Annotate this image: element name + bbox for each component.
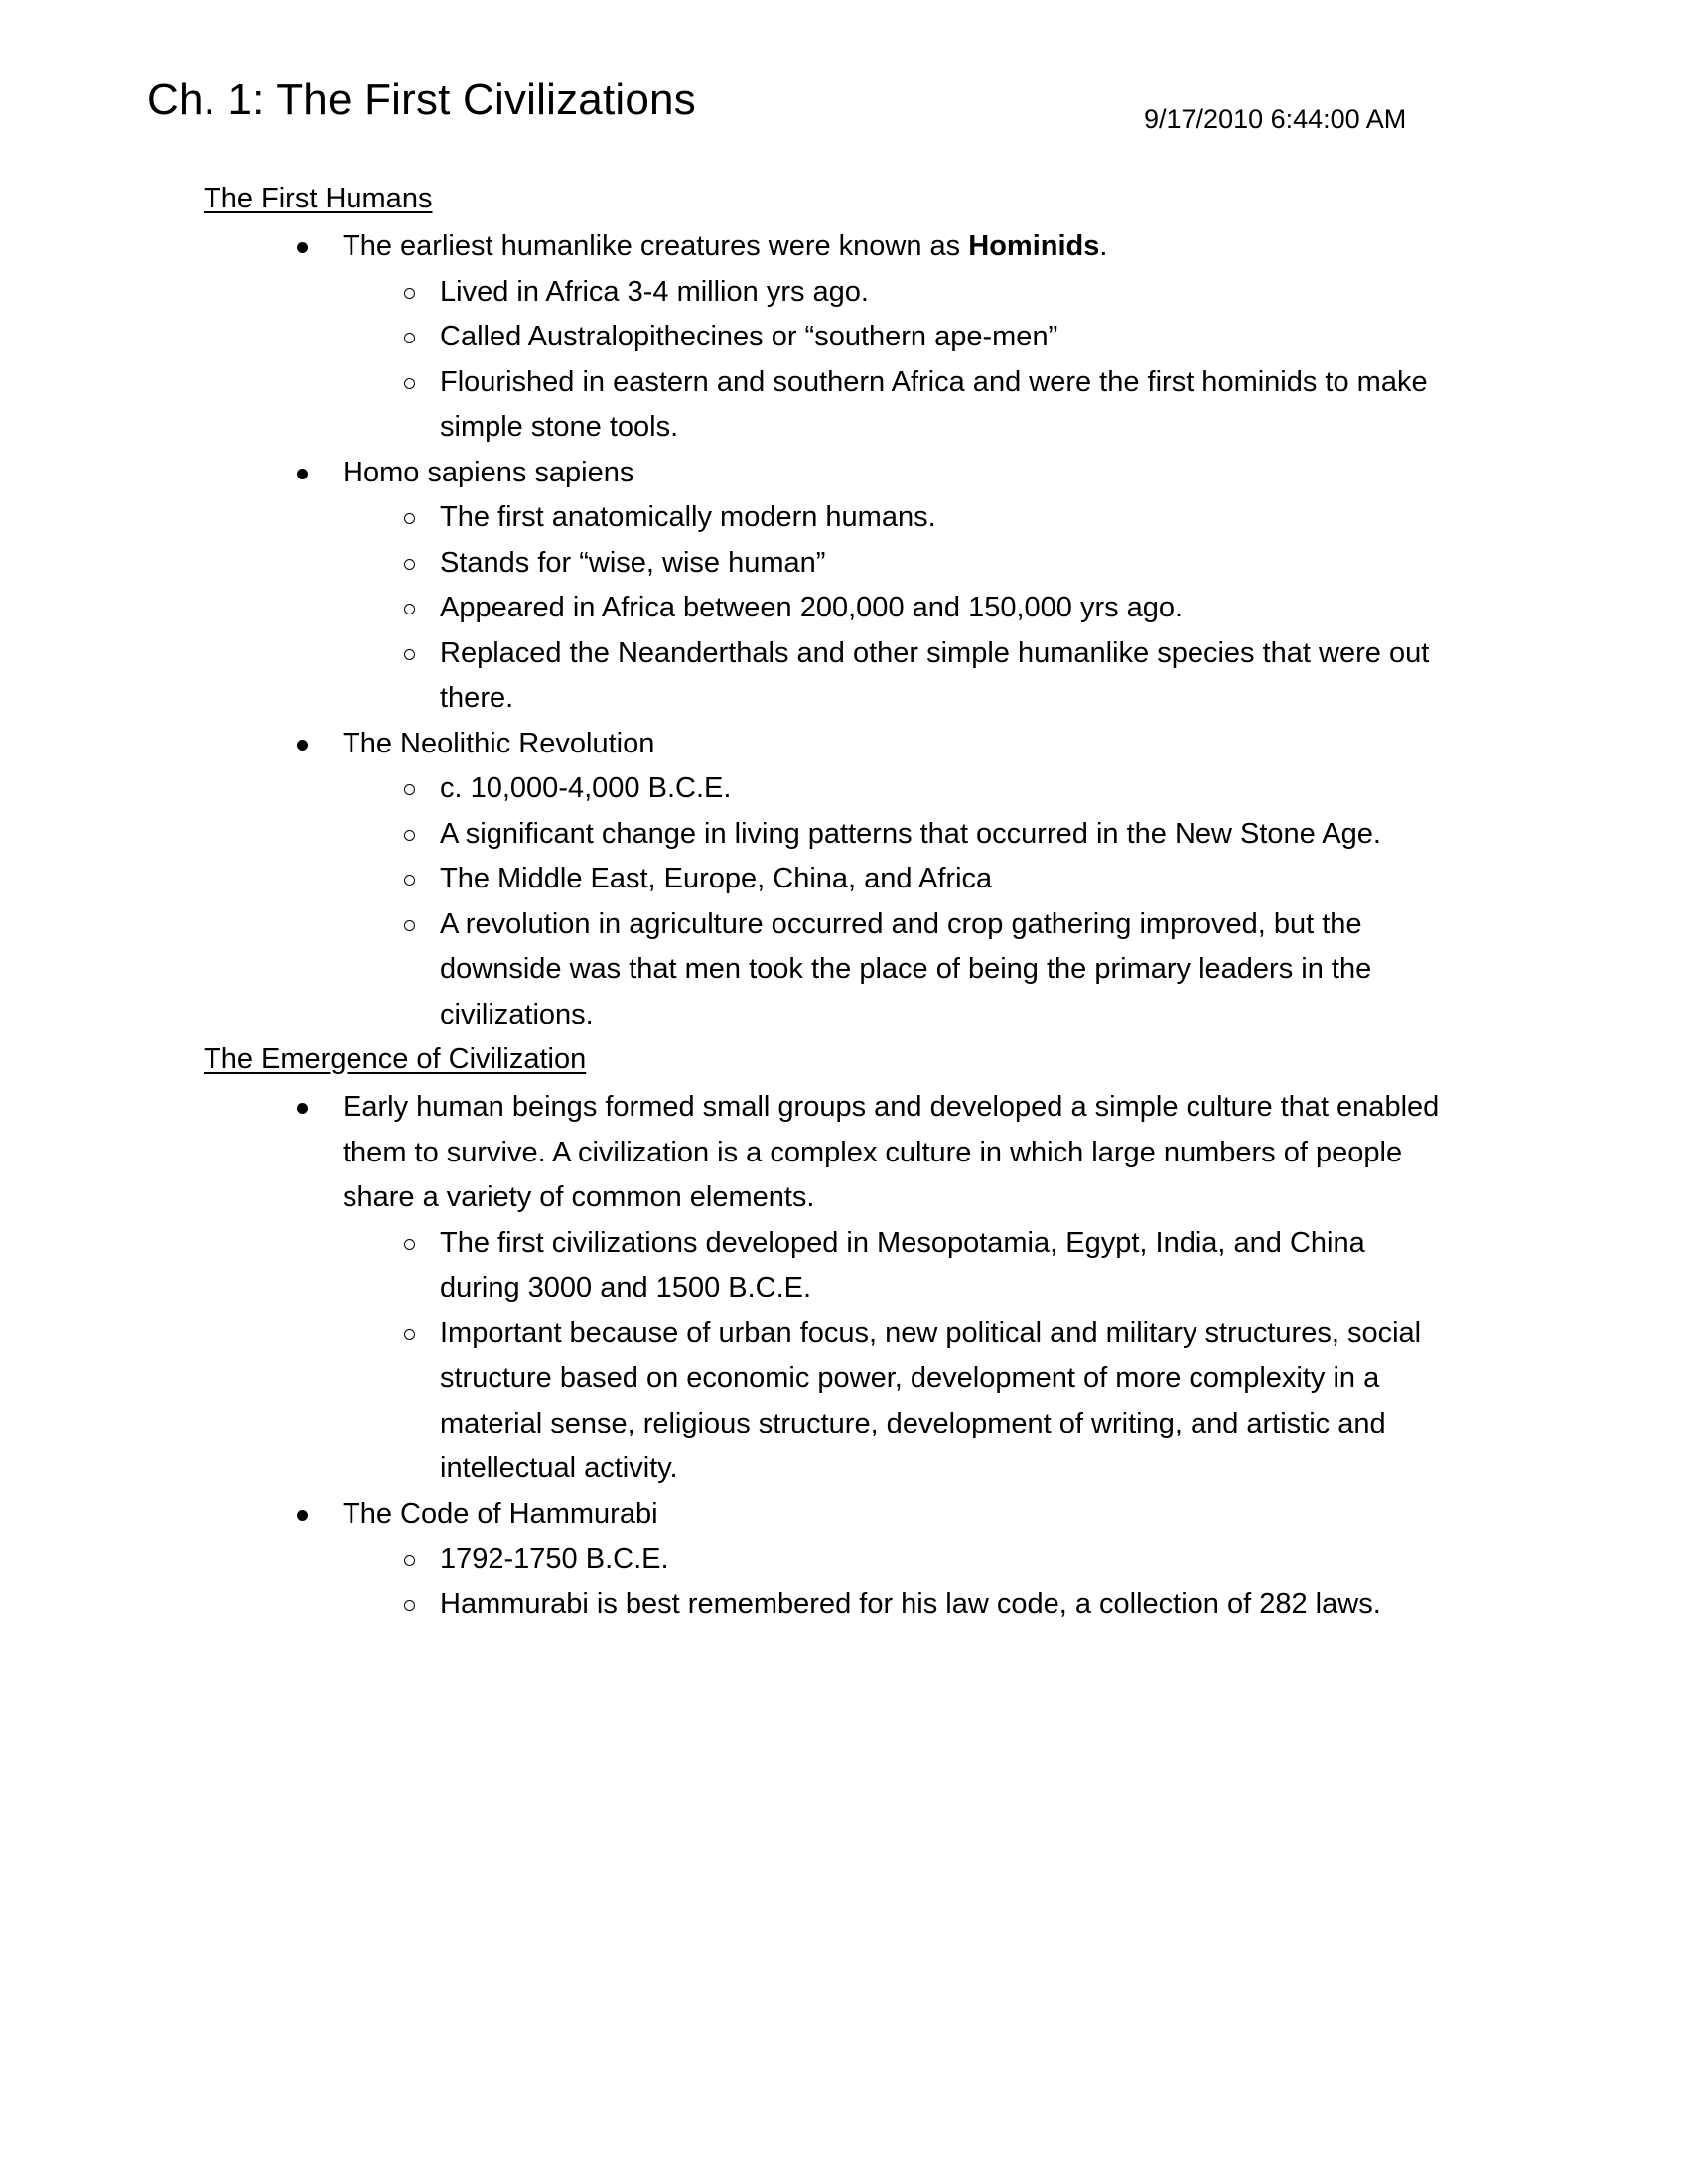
list-item <box>343 1311 1688 1492</box>
bullet-dot-icon <box>297 740 308 751</box>
list-item-text: A revolution in agriculture occurred and crop gathering improved, but the downside was that men took the place of being the primary leaders in the civilizations. <box>440 907 1372 1030</box>
list-item <box>343 1221 1688 1311</box>
list-item <box>0 224 1688 451</box>
list-item-text: Replaced the Neanderthals and other simple humanlike species that were out there. <box>440 636 1430 714</box>
list-item-text: Important because of urban focus, new political and military structures, social structure based on economic power, development of more complexity in a material sense, religious structure, development of writing, and artistic and intellectual activity. <box>440 1316 1422 1484</box>
list-item-text: The Middle East, Europe, China, and Africa <box>440 863 993 894</box>
bullet-circle-icon <box>404 1600 415 1611</box>
list-item <box>343 270 1688 316</box>
list-item <box>343 1582 1688 1628</box>
list-item <box>343 586 1688 631</box>
list-item <box>343 902 1688 1038</box>
bullet-list-level-2 <box>343 495 1688 722</box>
emphasized-term: Hominids <box>968 230 1100 262</box>
bullet-circle-icon <box>404 559 415 570</box>
list-item-text: The Code of Hammurabi <box>343 1497 658 1530</box>
list-item <box>0 722 1688 1038</box>
bullet-circle-icon <box>404 604 415 614</box>
section-heading <box>0 1037 1688 1081</box>
list-item <box>343 541 1688 587</box>
bullet-circle-icon <box>404 1555 415 1566</box>
list-item-text: The Neolithic Revolution <box>343 727 655 759</box>
list-item-text: Appeared in Africa between 200,000 and 150,000 yrs ago. <box>440 592 1184 623</box>
list-item <box>343 857 1688 902</box>
list-item-text: A significant change in living patterns that occurred in the New Stone Age. <box>440 817 1381 850</box>
bullet-circle-icon <box>404 920 415 931</box>
bullet-circle-icon <box>404 649 415 660</box>
bullet-circle-icon <box>404 333 415 343</box>
list-item-text: Early human beings formed small groups and developed a simple culture that enabled them to survive. A civilization is a complex culture in which large numbers of people share a variety of common elements. <box>343 1091 1440 1213</box>
list-item-text: Flourished in eastern and southern Africa and were the first hominids to make simple stone tools. <box>440 365 1428 443</box>
bullet-circle-icon <box>404 784 415 795</box>
list-item-text <box>343 224 1450 270</box>
bullet-circle-icon <box>404 1239 415 1250</box>
list-item <box>343 812 1688 858</box>
list-item <box>343 631 1688 722</box>
list-item-text-after: . <box>1099 230 1108 262</box>
bullet-list-level-1 <box>0 1085 1688 1627</box>
section-heading-label: The Emergence of Civilization <box>204 1043 587 1075</box>
list-item <box>0 1085 1688 1492</box>
list-item-text: Called Australopithecines or “southern ape-men” <box>440 321 1058 352</box>
list-item <box>343 766 1688 812</box>
list-item-text: Lived in Africa 3-4 million yrs ago. <box>440 275 869 308</box>
bullet-circle-icon <box>404 288 415 299</box>
list-item <box>343 360 1688 451</box>
bullet-list-level-2 <box>343 1221 1688 1492</box>
bullet-circle-icon <box>404 830 415 841</box>
document-timestamp: 9/17/2010 6:44:00 AM <box>1144 104 1407 134</box>
bullet-circle-icon <box>404 1329 415 1340</box>
bullet-list-level-1 <box>0 224 1688 1037</box>
document-body <box>0 177 1688 1627</box>
bullet-circle-icon <box>404 378 415 389</box>
page-title: Ch. 1: The First Civilizations <box>147 75 696 124</box>
bullet-dot-icon <box>297 242 308 253</box>
bullet-dot-icon <box>297 469 308 479</box>
list-item <box>0 451 1688 722</box>
list-item <box>343 315 1688 360</box>
bullet-list-level-2 <box>343 766 1688 1037</box>
bullet-dot-icon <box>297 1510 308 1521</box>
list-item-text: The first anatomically modern humans. <box>440 501 936 533</box>
list-item <box>343 495 1688 541</box>
list-item-text: The first civilizations developed in Mesopotamia, Egypt, India, and China during 3000 and 1500 B.C.E. <box>440 1226 1365 1303</box>
bullet-list-level-2 <box>343 1537 1688 1627</box>
list-item-text: Stands for “wise, wise human” <box>440 546 826 579</box>
list-item <box>0 1492 1688 1628</box>
list-item-text: Homo sapiens sapiens <box>343 456 634 488</box>
list-item-text-before: The earliest humanlike creatures were known as <box>343 230 969 262</box>
list-item-text: Hammurabi is best remembered for his law code, a collection of 282 laws. <box>440 1587 1381 1620</box>
bullet-list-level-2 <box>343 270 1688 451</box>
bullet-circle-icon <box>404 875 415 886</box>
document-header <box>0 0 1688 149</box>
list-item <box>343 1537 1688 1582</box>
bullet-circle-icon <box>404 513 415 524</box>
bullet-dot-icon <box>297 1103 308 1114</box>
list-item-text: 1792-1750 B.C.E. <box>440 1543 669 1574</box>
section-heading <box>0 177 1688 220</box>
list-item-text: c. 10,000-4,000 B.C.E. <box>440 772 732 804</box>
section-heading-label: The First Humans <box>204 183 433 214</box>
